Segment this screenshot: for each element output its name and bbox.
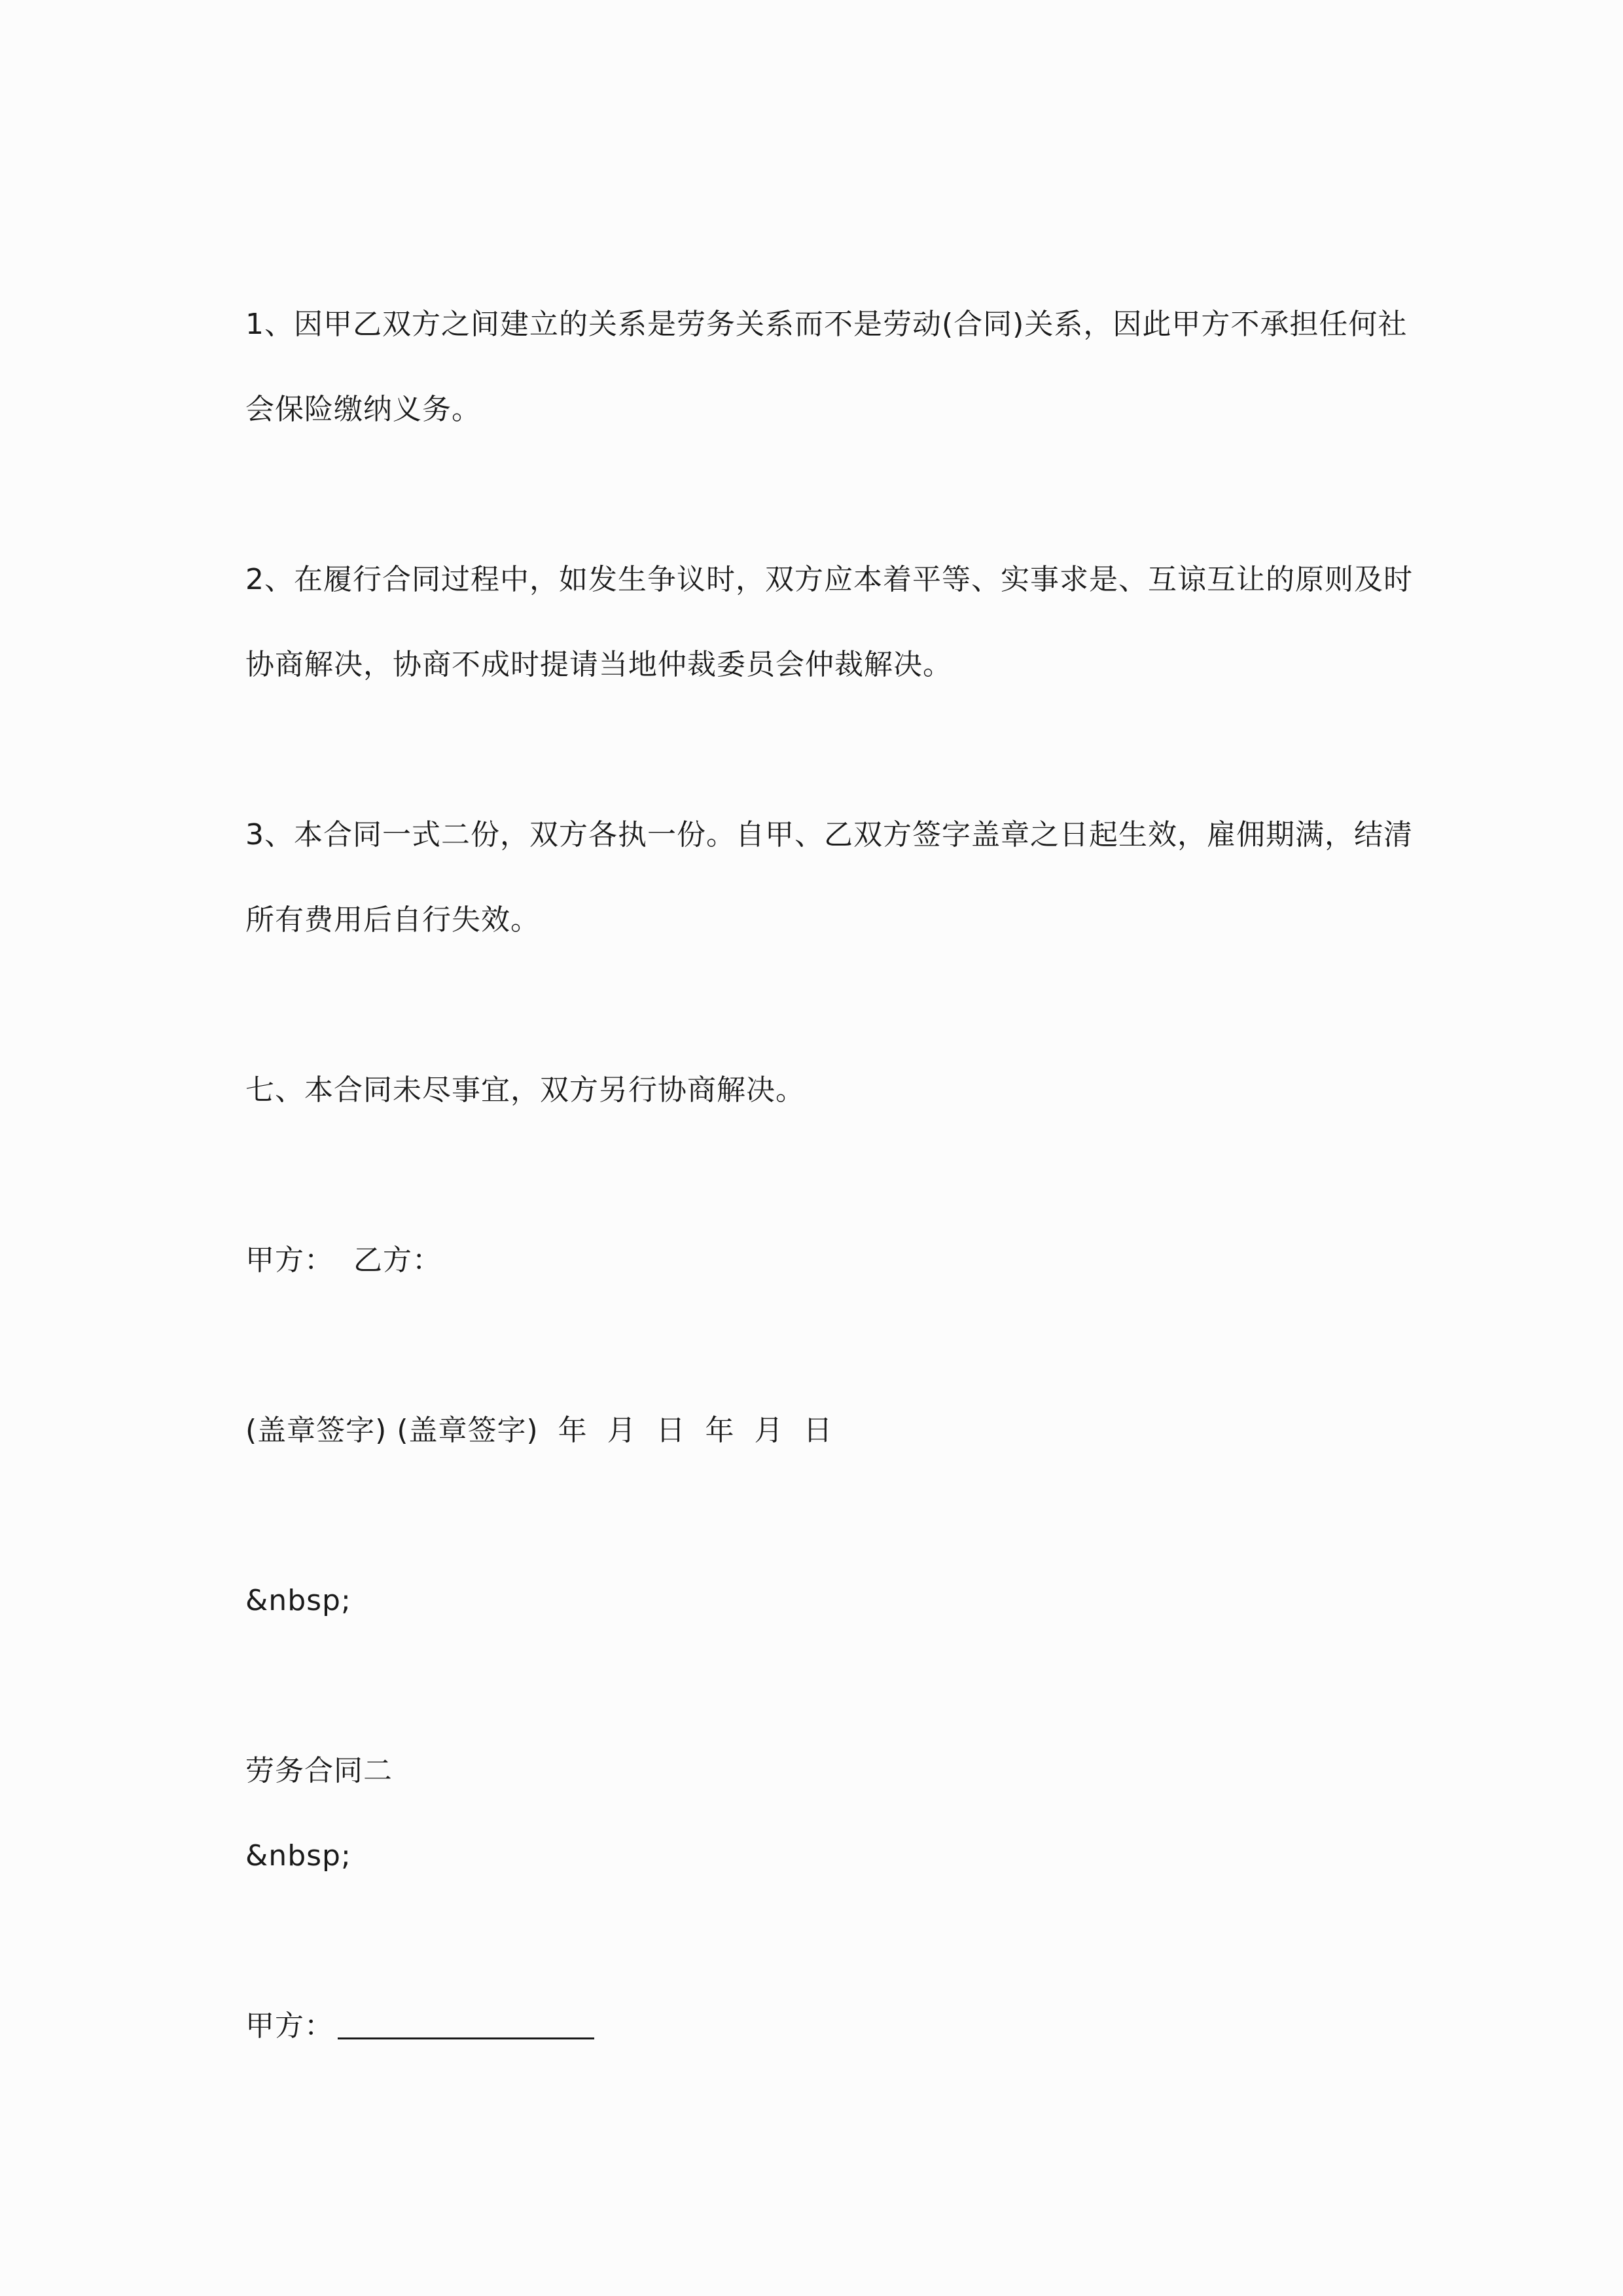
- clause-3-line-1: 3、本合同一式二份，双方各执一份。自甲、乙双方签字盖章之日起生效，雇佣期满，结清: [245, 818, 1413, 852]
- party-a-blank-line: [338, 2009, 594, 2039]
- clause-3-line-2: 所有费用后自行失效。: [245, 903, 540, 937]
- clause-2-line-1: 2、在履行合同过程中，如发生争议时，双方应本着平等、实事求是、互谅互让的原则及时: [245, 563, 1413, 596]
- clause-7: 七、本合同未尽事宜，双方另行协商解决。: [245, 1073, 805, 1107]
- nbsp-placeholder-1: &nbsp;: [245, 1584, 351, 1617]
- clause-1-line-1: 1、因甲乙双方之间建立的关系是劳务关系而不是劳动(合同)关系，因此甲方不承担任何社: [245, 308, 1408, 341]
- nbsp-placeholder-2: &nbsp;: [245, 1839, 351, 1873]
- signature-date-line: (盖章签字) (盖章签字) 年 月 日 年 月 日: [245, 1414, 833, 1447]
- parties-line: 甲方： 乙方：: [245, 1244, 442, 1277]
- clause-1-line-2: 会保险缴纳义务。: [245, 393, 481, 426]
- contract-two-title: 劳务合同二: [245, 1754, 393, 1787]
- party-a-label: 甲方：: [245, 2009, 334, 2043]
- party-a-field: [245, 2007, 594, 2046]
- clause-2-line-2: 协商解决，协商不成时提请当地仲裁委员会仲裁解决。: [245, 648, 952, 681]
